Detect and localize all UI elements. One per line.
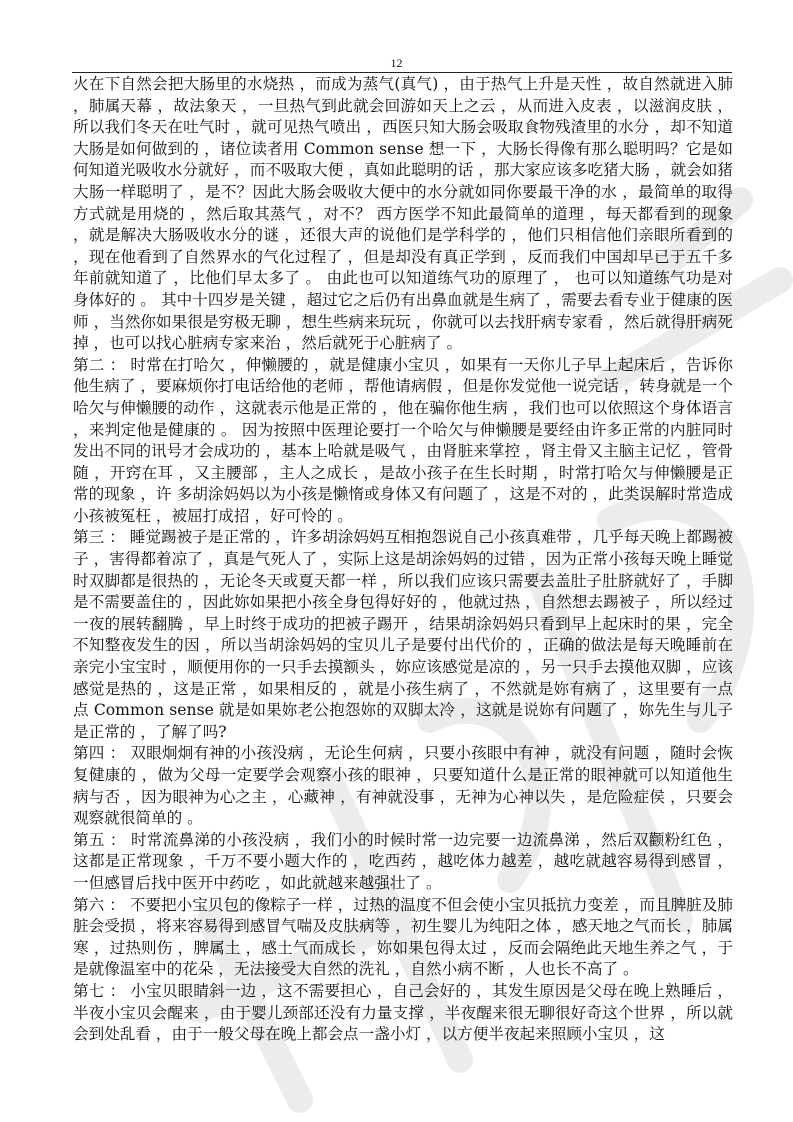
paragraph-second: 第二 ： 时常在打哈欠 ，伸懒腰的 ，就是健康小宝贝 ，如果有一天你儿子早上起床后 ，告诉你他生病了 ，要麻烦你打电话给他的老师 ，帮他请病假 ，但是你发觉他一说完话 ，转身就是一个哈欠与伸懒腰的动作 ，这就表示他是正常的 ，他在骗你他生病 ，我们也可以依照这个身体语言 ，来判定他是健康的 。 因为按照中医理论要打一个哈欠与伸懒腰是要经由许多正常的内脏同时发出不同的讯号才会成功的 ，基本上哈就是吸气 ，由肾脏来掌控 ，肾主骨又主脑主记忆 ，管骨随 ，开窍在耳 ，又主腰部 ，主人之成长 ，是故小孩子在生长时期 ，时常打哈欠与伸懒腰是正常的现象 ，许 多胡涂妈妈以为小孩是懒惰或身体又有问题了 ，这是不对的 ，此类误解时常造成小孩被冤枉 ，被屈打成招 ，好可怜的 。	[73, 355, 733, 525]
page-number: 12	[390, 56, 403, 70]
paragraph-third: 第三 ： 睡觉踢被子是正常的 ，许多胡涂妈妈互相抱怨说自己小孩真难带 ，几乎每天晚上都踢被子 ，害得都着凉了 ，真是气死人了 ，实际上这是胡涂妈妈的过错 ，因为正常小孩每天晚上睡觉时双脚都是很热的 ，无论冬天或夏天都一样 ，所以我们应该只需要去盖肚子肚脐就好了 ，手脚是不需要盖住的 ，因此妳如果把小孩全身包得好好的 ，他就过热 ，自然想去踢被子 ，所以经过一夜的展转翻腾 ，早上时终于成功的把被子踢开 ，结果胡涂妈妈只看到早上起床时的果 ，完全不知整夜发生的因 ，所以当胡涂妈妈的宝贝儿子是要付出代价的 ，正确的做法是每天晚睡前在亲完小宝宝时 ，顺便用你的一只手去摸额头 ，妳应该感觉是凉的 ，另一只手去摸他双脚 ，应该感觉是热的 ，这是正常 ，如果相反的 ，就是小孩生病了 ，不然就是妳有病了 ，这里要有一点点 Common sense 就是如果妳老公抱怨妳的双脚太冷 ，这就是说妳有问题了 ，妳先生与儿子是正常的 ，了解了吗?	[73, 528, 733, 741]
paragraph-seventh: 第七 ： 小宝贝眼睛斜一边 ，这不需要担心 ，自己会好的 ，其发生原因是父母在晚上熟睡后 ，半夜小宝贝会醒来 ，由于婴儿颈部还没有力量支撑 ，半夜醒来很无聊很好奇这个世界 ，所以就会到处乱看 ，由于一般父母在晚上都会点一盏小灯 ，以方便半夜起来照顾小宝贝 ，这	[73, 981, 733, 1044]
header-rule	[72, 72, 732, 73]
paragraph-fourth: 第四 ： 双眼炯炯有神的小孩没病 ，无论生何病 ，只要小孩眼中有神 ，就没有问题 ，随时会恢复健康的 ，做为父母一定要学会观察小孩的眼神 ，只要知道什么是正常的眼神就可以知道他生病与否 ，因为眼神为心之主 ，心藏神 ，有神就没事 ，无神为心神以失 ，是危险症侯 ，只要会观察就很简单的 。	[73, 744, 733, 828]
paragraph-sixth: 第六 ： 不要把小宝贝包的像粽子一样 ，过热的温度不但会使小宝贝抵抗力变差 ，而且脾脏及肺脏会受损 ，将来容易得到感冒气喘及皮肤病等 ，初生婴儿为纯阳之体 ，感天地之气而长 ，肺属寒 ，过热则伤 ，脾属土 ，感土气而成长 ，妳如果包得太过 ，反而会隔绝此天地生养之气 ，于是就像温室中的花朵 ，无法接受大自然的洗礼 ，自然小病不断 ，人也长不高了 。	[73, 895, 733, 979]
document-body	[73, 74, 733, 1046]
paragraph-fifth: 第五 ： 时常流鼻涕的小孩没病 ，我们小的时候时常一边完要一边流鼻涕 ，然后双颧粉红色 ，这都是正常现象 ，千万不要小题大作的 ，吃西药 ，越吃体力越差 ，越吃就越容易得到感冒 ，一但感冒后找中医开中药吃 ，如此就越来越强壮了 。	[73, 830, 733, 892]
paragraph-intro: 火在下自然会把大肠里的水烧热 ，而成为蒸气(真气) ，由于热气上升是天性 ，故自然就进入肺 ，肺属天幕 ，故法象天 ，一旦热气到此就会回游如天上之云 ，从而进入皮表 ，以滋润皮肤 ，所以我们冬天在吐气时 ，就可见热气喷出 ，西医只知大肠会吸取食物残渣里的水分 ，却不知道大肠是如何做到的 ，诸位读者用 Common sense 想一下 ，大肠长得像有那么聪明吗？它是如何知道光吸收水分就好 ，而不吸取大便 ，真如此聪明的话 ，那大家应该多吃猪大肠 ，就会如猪大肠一样聪明了 ，是不？因此大肠会吸收大便中的水分就如同你要最干净的水 ，最简单的取得方式就是用烧的 ，然后取其蒸气 ，对不？ 西方医学不知此最简单的道理 ，每天都看到的现象 ，就是解决大肠吸收水分的谜 ，还很大声的说他们是学科学的 ，他们只相信他们亲眼所看到的 ，现在他看到了自然界水的气化过程了 ，但是却没有真正学到 ，反而我们中国却早已于五千多年前就知道了 ，比他们早太多了 。 由此也可以知道练气功的原理了 ， 也可以知道练气功是对身体好的 。 其中十四岁是关键 ，超过它之后仍有出鼻血就是生病了 ，需要去看专业于健康的医师 ，当然你如果很是穷极无聊 ，想生些病来玩玩 ，你就可以去找肝病专家看 ，然后就得肝病死掉 ，也可以找心脏病专家来治 ，然后就死于心脏病了 。	[73, 75, 733, 353]
